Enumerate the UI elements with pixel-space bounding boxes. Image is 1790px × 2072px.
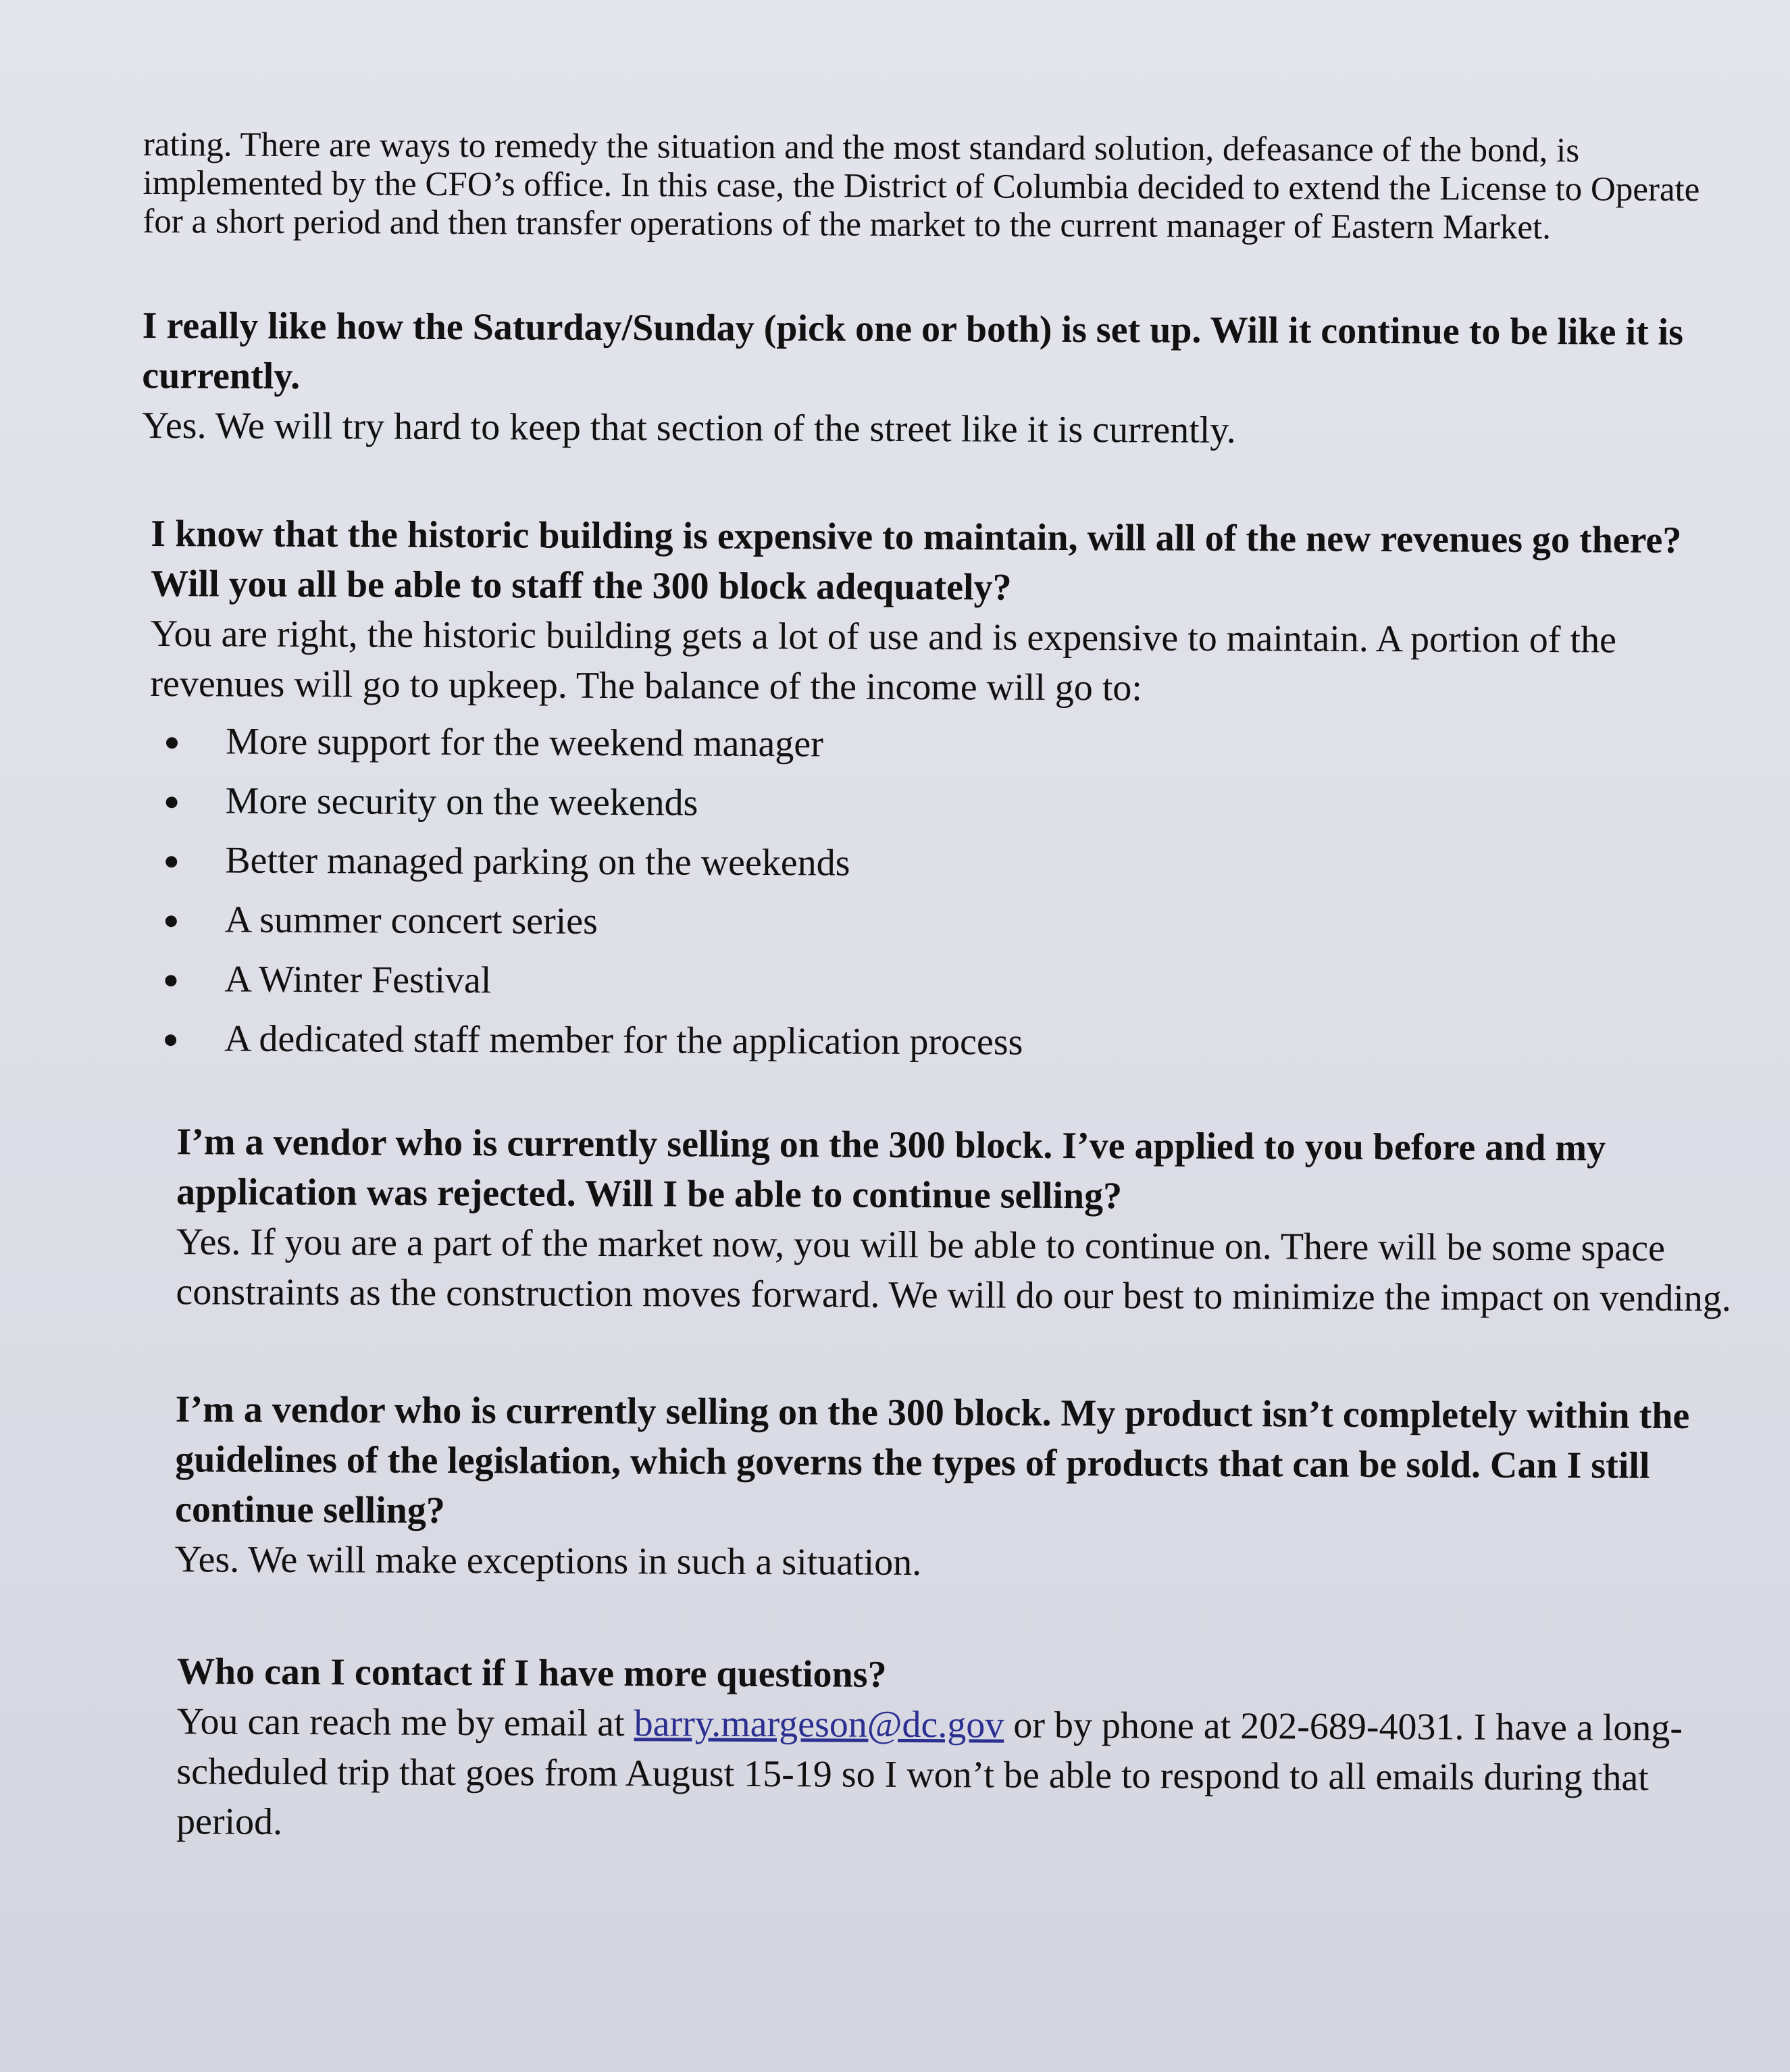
- faq-item-contact: [176, 1646, 1737, 1853]
- faq-answer: [176, 1696, 1737, 1853]
- list-item-text: A Winter Festival: [224, 958, 492, 1002]
- document-body: [136, 126, 1744, 1853]
- faq-answer: Yes. If you are a part of the market now, you will be able to continue on. There will be some space constraints as the construction moves forward. We will do our best to minimize the impact on vending.: [176, 1221, 1732, 1320]
- list-item: [226, 712, 1741, 778]
- list-item-text: A summer concert series: [224, 899, 598, 942]
- list-item: [225, 831, 1741, 897]
- faq-question: I really like how the Saturday/Sunday (pick one or both) is set up. Will it continue to be like it is currently.: [142, 304, 1684, 398]
- bullet-icon: [165, 975, 176, 986]
- list-item-text: More support for the weekend manager: [225, 720, 823, 765]
- faq-question: I’m a vendor who is currently selling on the 300 block. I’ve applied to you before and my application was rejected. Will I be able to continue selling?: [176, 1121, 1606, 1217]
- answer-text-end: or by phone at 202-689-4031. I have a long-scheduled trip that goes from August 15-19 so I won’t be able to respond to all emails during that period.: [176, 1704, 1683, 1843]
- list-item-text: Better managed parking on the weekends: [225, 839, 850, 884]
- faq-answer: Yes. We will try hard to keep that section of the street like it is currently.: [141, 404, 1236, 452]
- faq-question: Who can I contact if I have more questions?: [176, 1650, 887, 1696]
- faq-item-revenues: [149, 509, 1743, 1075]
- list-item: [224, 950, 1740, 1016]
- faq-item-rejected-vendor: [176, 1117, 1739, 1323]
- answer-text-start: You can reach me by email at: [176, 1700, 634, 1745]
- bullet-icon: [165, 856, 177, 867]
- email-link[interactable]: barry.margeson@dc.gov: [634, 1702, 1004, 1746]
- list-item: [225, 772, 1741, 838]
- list-item-text: More security on the weekends: [225, 780, 698, 824]
- bullet-icon: [166, 797, 178, 808]
- faq-question: I’m a vendor who is currently selling on the 300 block. My product isn’t completely within the guidelines of the legislation, which governs the types of products that can be sold. Can I still continue selling?: [174, 1388, 1690, 1532]
- faq-item-weekend-setup: [142, 301, 1743, 457]
- income-uses-list: [149, 711, 1741, 1075]
- intro-paragraph: rating. There are ways to remedy the situation and the most standard solution, defeasance of the bond, is implemented by the CFO’s office. In this case, the District of Columbia decided to extend the License to Operate for a short period and then transfer operations of the market to the current manager of Eastern Market.: [143, 126, 1700, 247]
- list-item: [225, 890, 1741, 957]
- faq-answer: Yes. We will make exceptions in such a situation.: [174, 1538, 922, 1584]
- list-item: [224, 1009, 1740, 1076]
- faq-question: I know that the historic building is expensive to maintain, will all of the new revenues go there? Will you all be able to staff the 300 block adequately?: [150, 513, 1682, 609]
- list-item-text: A dedicated staff member for the application process: [224, 1017, 1023, 1063]
- faq-item-product-guidelines: [175, 1384, 1739, 1591]
- bullet-icon: [165, 1034, 176, 1046]
- faq-answer: You are right, the historic building gets a lot of use and is expensive to maintain. A portion of the revenues will go to upkeep. The balance of the income will go to:: [150, 613, 1617, 709]
- bullet-icon: [166, 737, 178, 749]
- bullet-icon: [165, 915, 177, 927]
